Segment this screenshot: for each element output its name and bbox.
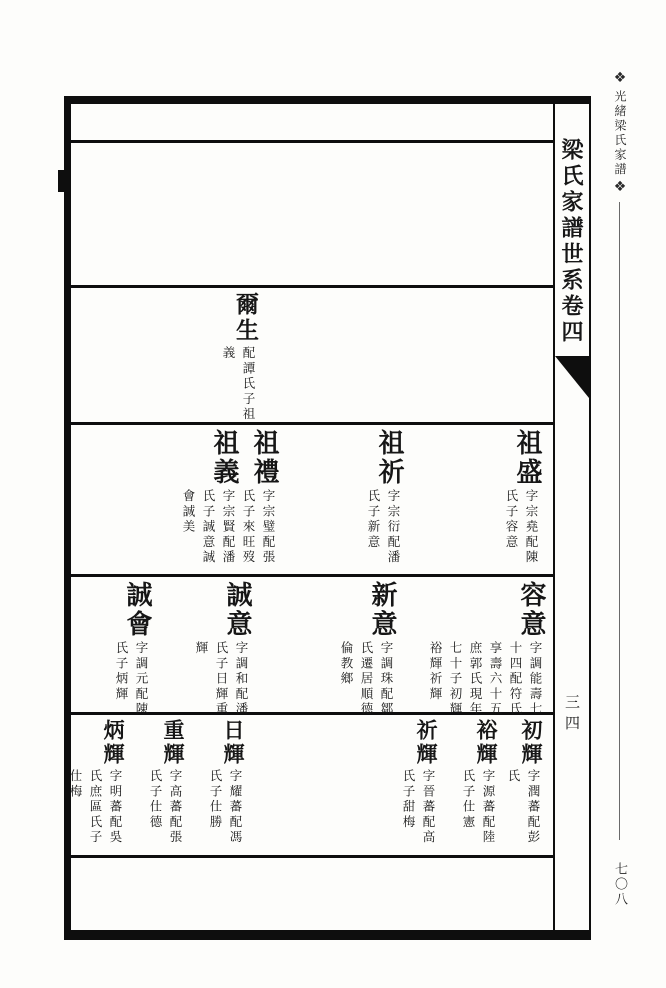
page-fold-column — [553, 104, 589, 930]
genealogy-entry — [111, 581, 151, 718]
note-column: 字調能壽七 — [528, 641, 543, 718]
person-name: 裕輝 — [474, 719, 499, 767]
page-number: 七〇八 — [612, 862, 627, 907]
genealogy-entry — [145, 719, 185, 846]
person-note — [238, 489, 278, 566]
note-column: 氏子仕勝 — [208, 769, 223, 831]
genealogy-entry — [398, 719, 438, 846]
genealogy-entry — [65, 719, 125, 846]
content-frame — [64, 96, 591, 940]
note-column: 字宗衍配潘 — [386, 489, 401, 566]
note-column: 輝 — [194, 641, 209, 657]
person-name: 誠意 — [222, 581, 252, 639]
note-column: 倫教鄉 — [339, 641, 354, 687]
note-column: 仕梅 — [68, 769, 83, 800]
generation-row — [71, 425, 553, 577]
note-column: 氏子仕德 — [148, 769, 163, 831]
genealogy-entry — [336, 581, 396, 718]
generation-row — [68, 715, 553, 858]
note-column: 氏子甜梅 — [401, 769, 416, 831]
genealogy-entry — [191, 581, 251, 718]
genealogy-entry — [503, 719, 543, 846]
note-column: 氏子炳輝 — [114, 641, 129, 703]
fold-mark-icon — [555, 356, 589, 398]
person-name: 重輝 — [161, 719, 186, 767]
note-column: 字調元配陳 — [134, 641, 149, 718]
genealogy-entry — [218, 292, 258, 423]
note-column: 氏子誠意誠 — [201, 489, 216, 566]
note-column: 庶郭氏現年 — [468, 641, 483, 718]
note-column: 七十子初輝 — [448, 641, 463, 718]
note-column: 氏子來旺歿 — [241, 489, 256, 566]
note-column: 享壽六十五 — [488, 641, 503, 718]
note-column: 配譚氏子祖 — [241, 346, 256, 423]
person-note — [191, 641, 251, 718]
generation-row — [71, 288, 553, 425]
generation-row — [71, 858, 553, 930]
spine-title: 梁氏家譜世系卷四 — [558, 138, 584, 346]
note-column: 氏子容意 — [504, 489, 519, 551]
note-column: 氏子日輝重 — [214, 641, 229, 718]
person-note — [336, 641, 396, 718]
genealogy-entry — [458, 719, 498, 846]
genealogy-entry — [425, 581, 545, 718]
note-column: 氏庶區氏子 — [88, 769, 103, 846]
generation-row — [71, 143, 553, 288]
person-note — [398, 769, 438, 846]
note-column: 字高蕃配張 — [168, 769, 183, 846]
note-column: 氏 — [506, 769, 521, 785]
person-name: 容意 — [516, 581, 546, 639]
note-column: 字明蕃配吳 — [108, 769, 123, 846]
note-column: 字調珠配鄒 — [379, 641, 394, 718]
person-name: 初輝 — [519, 719, 544, 767]
person-note — [178, 489, 238, 566]
person-name: 爾生 — [232, 292, 259, 344]
note-column: 字調和配潘 — [234, 641, 249, 718]
diamond-ornament-icon: ❖ — [613, 179, 627, 195]
person-name: 炳輝 — [101, 719, 126, 767]
person-note — [425, 641, 545, 718]
note-column: 字宗賢配潘 — [221, 489, 236, 566]
print-artifact — [58, 170, 67, 192]
person-note — [363, 489, 403, 566]
genealogy-entry — [238, 429, 278, 566]
margin-rule — [619, 202, 620, 840]
person-name: 祈輝 — [414, 719, 439, 767]
note-column: 字宗堯配陳 — [524, 489, 539, 566]
generation-row — [71, 577, 553, 718]
person-name: 誠會 — [122, 581, 152, 639]
note-column: 字晉蕃配高 — [421, 769, 436, 846]
note-column: 會誠美 — [181, 489, 196, 535]
note-column: 字源蕃配陸 — [481, 769, 496, 846]
person-name: 日輝 — [221, 719, 246, 767]
note-column: 氏子仕憲 — [461, 769, 476, 831]
person-note — [205, 769, 245, 846]
person-name: 祖禮 — [249, 429, 279, 487]
note-column: 字耀蕃配馮 — [228, 769, 243, 846]
note-column: 氏遷居順德 — [359, 641, 374, 718]
note-column: 十四配符氏 — [508, 641, 523, 718]
person-note — [458, 769, 498, 846]
person-note — [501, 489, 541, 566]
note-column: 氏子新意 — [366, 489, 381, 551]
note-column: 義 — [221, 346, 236, 362]
note-column: 字宗璧配張 — [261, 489, 276, 566]
diamond-ornament-icon: ❖ — [613, 70, 627, 86]
edition-title: 光緒梁氏家譜 — [613, 90, 627, 177]
genealogy-entry — [501, 429, 541, 566]
person-name: 祖義 — [209, 429, 239, 487]
genealogy-entry — [363, 429, 403, 566]
leaf-number: 三四 — [563, 694, 581, 736]
note-column: 字潤蕃配彭 — [526, 769, 541, 846]
genealogy-grid — [68, 104, 553, 930]
person-name: 祖盛 — [512, 429, 542, 487]
generation-row — [71, 104, 553, 143]
person-note — [503, 769, 543, 846]
person-note — [145, 769, 185, 846]
person-note — [65, 769, 125, 846]
person-name: 祖祈 — [374, 429, 404, 487]
person-note — [111, 641, 151, 718]
person-name: 新意 — [367, 581, 397, 639]
person-note — [218, 346, 258, 423]
genealogy-entry — [178, 429, 238, 566]
note-column: 裕輝祈輝 — [428, 641, 443, 703]
genealogy-entry — [205, 719, 245, 846]
